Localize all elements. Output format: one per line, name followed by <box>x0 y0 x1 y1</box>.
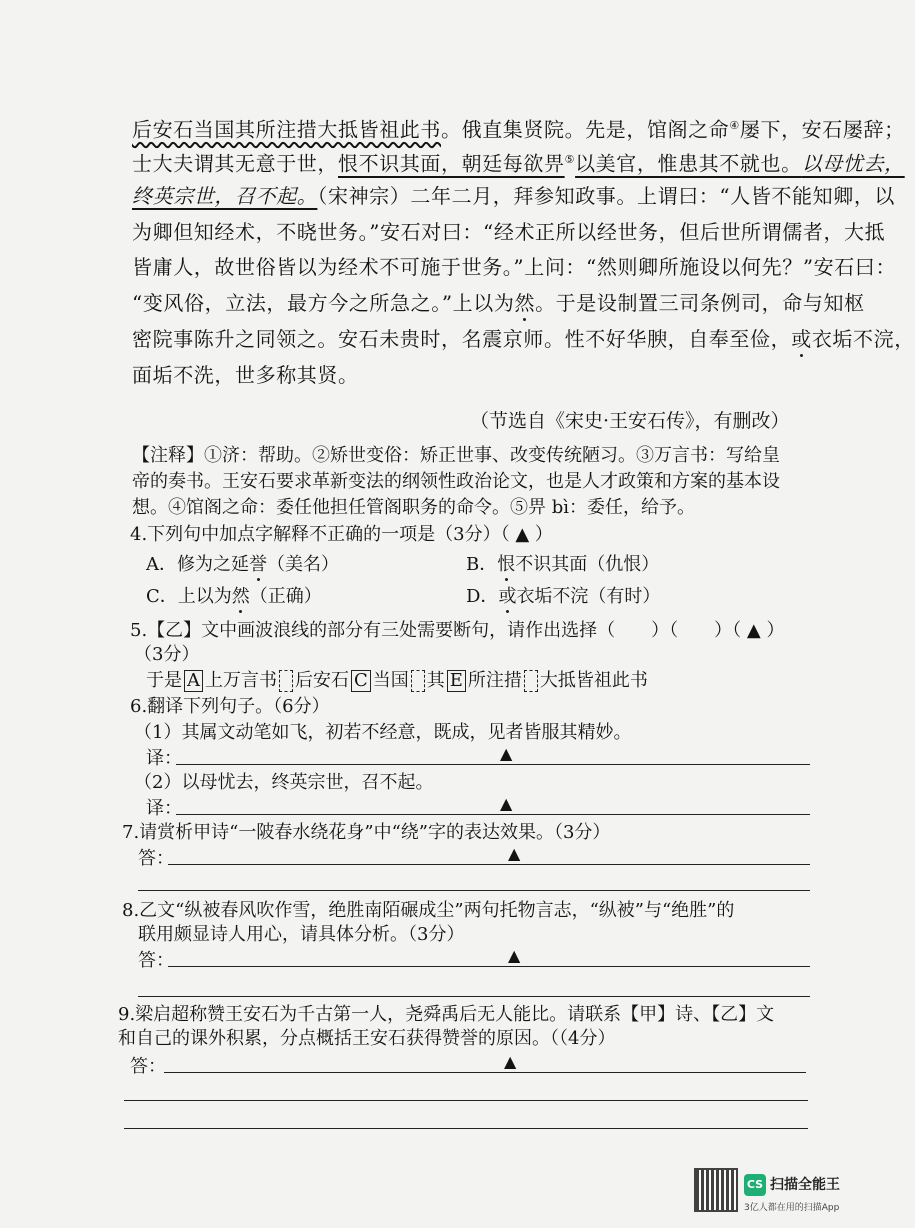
q4-option-c: C．上以为然（正确） <box>146 586 322 607</box>
underlined-text: 以美官，惟患其不就也。 <box>575 151 802 176</box>
passage-line-4: 为卿但知经术，不晓世务。”安石对曰：“经术正所以经世务，但后世所谓儒者，大抵 <box>132 220 886 244</box>
q6-label-2: 译： <box>146 798 182 819</box>
answer-line-q8-1[interactable] <box>168 966 810 967</box>
answer-line-q6-1[interactable] <box>176 764 810 765</box>
choice-box-e[interactable]: E <box>447 670 466 692</box>
passage-line-3: 终英宗世，召不起。（宋神宗）二年二月，拜参知政事。上谓曰：“人皆不能知卿，以 <box>132 184 896 208</box>
notes-line-2: 帝的奏书。王安石要求革新变法的纲领性政治论文，也是人才政策和方案的基本设 <box>132 471 780 492</box>
wavy-underlined-text: 后安石当国其所注措大抵皆祖此书 <box>132 117 441 142</box>
passage-line-1: 后安石当国其所注措大抵皆祖此书。俄直集贤院。先是，馆阁之命④屡下，安石屡辞； <box>132 117 905 142</box>
answer-line-q7-1[interactable] <box>168 864 810 865</box>
answer-line-q6-2[interactable] <box>176 814 810 815</box>
choice-box-c[interactable]: C <box>351 670 371 692</box>
q6-label-1: 译： <box>146 748 182 769</box>
answer-line-q7-2[interactable] <box>138 890 810 891</box>
passage-line-2: 士大夫谓其无意于世，恨不识其面，朝廷每欲畀⑤以美官，惟患其不就也。以母忧去， <box>132 151 905 176</box>
q5-sentence-options: 于是 A 上万言书 后安石 C 当国 其 E 所注措 大抵皆祖此书 <box>146 670 648 691</box>
qr-code-icon <box>694 1168 738 1212</box>
q7-label: 答： <box>138 848 174 869</box>
q8-label: 答： <box>138 950 174 971</box>
q4-option-d: D．或衣垢不浣（有时） <box>466 586 661 607</box>
question-8-stem-1: 8.乙文“纵被春风吹作雪，绝胜南陌碾成尘”两句托物言志，“纵被”与“绝胜”的 <box>122 900 735 921</box>
notes-line-1: 【注释】①济：帮助。②矫世变俗：矫正世事、改变传统陋习。③万言书：写给皇 <box>132 445 780 466</box>
question-5-stem: 5.【乙】文中画波浪线的部分有三处需要断句，请作出选择（ ）（ ）（ ▲ ） <box>130 620 785 641</box>
choice-box-d[interactable] <box>411 670 425 692</box>
answer-marker: ▲ <box>500 744 513 763</box>
question-9-stem-2: 和自己的课外积累，分点概括王安石获得赞誉的原因。（（4分） <box>118 1028 616 1049</box>
question-5-score: （3分） <box>134 644 200 665</box>
q4-option-a: A．修为之延誉（美名） <box>146 554 339 575</box>
q9-label: 答： <box>130 1056 166 1077</box>
passage-line-7: 密院事陈升之同领之。安石未贵时，名震京师。性不好华腴，自奉至俭，或衣垢不浣， <box>132 327 915 351</box>
answer-marker: ▲ <box>504 1052 517 1071</box>
question-4-stem: 4.下列句中加点字解释不正确的一项是（3分）（ ▲ ） <box>130 524 553 545</box>
answer-line-q9-3[interactable] <box>124 1128 808 1129</box>
question-7-stem: 7.请赏析甲诗“一陂春水绕花身”中“绕”字的表达效果。（3分） <box>122 822 611 843</box>
choice-box-a[interactable]: A <box>184 670 203 692</box>
choice-box-b[interactable] <box>279 670 293 692</box>
underlined-text: 终英宗世，召不起。 <box>132 184 318 208</box>
answer-line-q8-2[interactable] <box>138 996 810 997</box>
question-8-stem-2: 联用颇显诗人用心，请具体分析。（3分） <box>138 924 465 945</box>
answer-marker: ▲ <box>508 946 521 965</box>
choice-box-f[interactable] <box>524 670 538 692</box>
scanner-brand: 扫描全能王 <box>770 1177 840 1193</box>
dotted-character: 或 <box>791 327 812 351</box>
underlined-text: 恨不识其面，朝廷每欲畀 <box>338 151 565 176</box>
q4-option-b: B．恨不识其面（仇恨） <box>466 554 660 575</box>
passage-line-6: “变风俗，立法，最方今之所急之。”上以为然。于是设制置三司条例司，命与知枢 <box>132 291 865 315</box>
question-9-stem-1: 9.梁启超称赞王安石为千古第一人，尧舜禹后无人能比。请联系【甲】诗、【乙】文 <box>118 1004 775 1025</box>
passage-line-5: 皆庸人，故世俗皆以为经术不可施于世务。”上问：“然则卿所施设以何先？”安石曰： <box>132 255 897 279</box>
dotted-character: 然 <box>514 291 536 315</box>
q6-sentence-1: （1）其属文动笔如飞，初若不经意，既成，见者皆服其精妙。 <box>134 722 632 743</box>
question-6-stem: 6.翻译下列句子。（6分） <box>130 696 330 717</box>
answer-line-q9-2[interactable] <box>124 1100 808 1101</box>
scanner-slogan: 3亿人都在用的扫描App <box>744 1203 840 1213</box>
answer-marker: ▲ <box>500 794 513 813</box>
underlined-text: 以母忧去， <box>801 151 905 176</box>
answer-line-q9-1[interactable] <box>164 1072 806 1073</box>
answer-marker: ▲ <box>508 844 521 863</box>
camscanner-logo-icon: CS <box>744 1174 766 1196</box>
passage-source: （节选自《宋史·王安石传》，有删改） <box>470 410 790 432</box>
q6-sentence-2: （2）以母忧去，终英宗世，召不起。 <box>134 772 434 793</box>
scanner-watermark <box>694 1168 854 1218</box>
passage-line-8: 面垢不洗，世多称其贤。 <box>132 363 359 387</box>
notes-line-3: 想。④馆阁之命：委任他担任管阁职务的命令。⑤畀 bì：委任，给予。 <box>132 497 695 518</box>
